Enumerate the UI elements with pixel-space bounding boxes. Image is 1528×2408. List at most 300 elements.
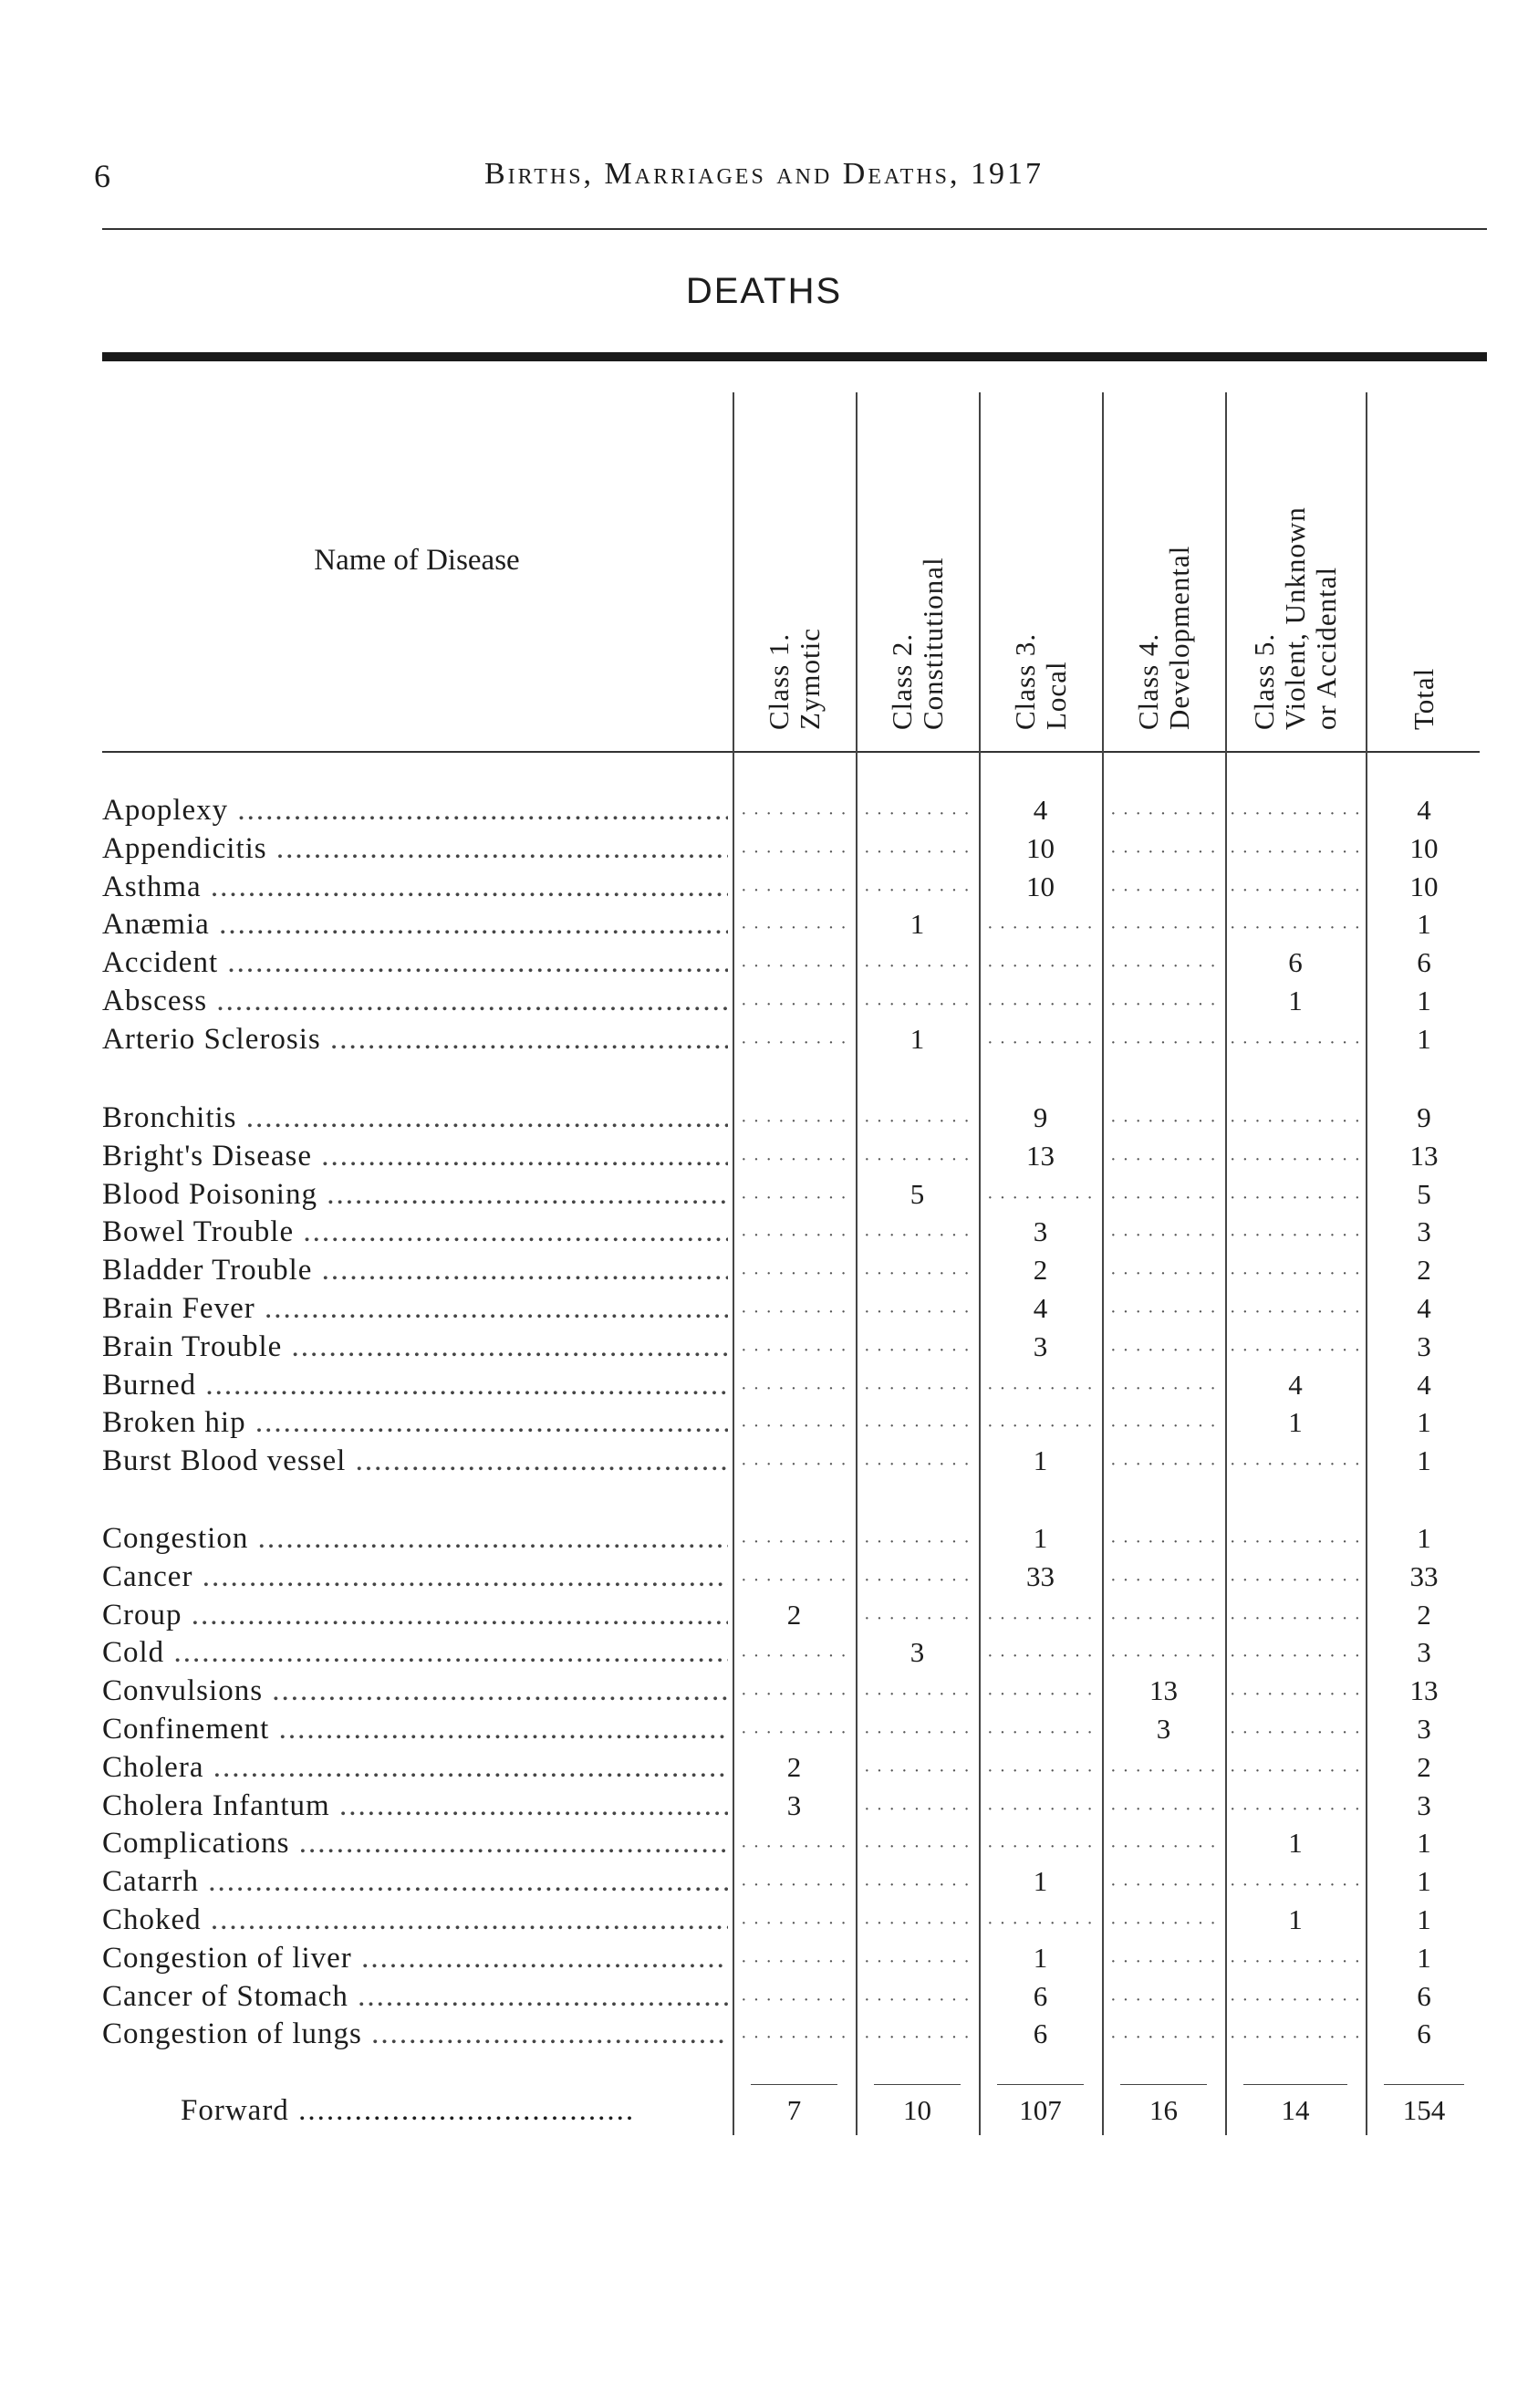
cell-c3 (982, 1175, 1098, 1214)
disease-name (102, 1558, 728, 1596)
cell-c5 (1229, 1175, 1362, 1214)
disease-name-text: Burned (102, 1368, 197, 1402)
cell-c1 (736, 791, 852, 829)
table-row (0, 1366, 1528, 1404)
disease-name-text: Congestion (102, 1522, 249, 1555)
cell-c5 (1229, 905, 1362, 943)
disease-name-text: Anæmia (102, 908, 210, 942)
cell-c5: 1 (1288, 985, 1303, 1016)
cell-c4 (1106, 1596, 1221, 1634)
disease-name-text: Complications (102, 1827, 290, 1861)
cell-c5: 1 (1288, 1406, 1303, 1439)
cell-c4 (1106, 1748, 1221, 1787)
cell-c4 (1106, 2015, 1221, 2053)
cell-c3: 1 (1033, 1444, 1048, 1477)
cell-total: 13 (1409, 1674, 1439, 1707)
cell-total: 4 (1417, 794, 1431, 826)
cell-c4 (1106, 1901, 1221, 1939)
column-header-line: Class 4. (1131, 632, 1164, 730)
cell-c2 (859, 982, 975, 1020)
cell-c5 (1229, 1020, 1362, 1058)
cell-total: 6 (1417, 946, 1431, 979)
column-header-text (1408, 668, 1440, 730)
cell-c2 (859, 1403, 975, 1442)
cell-c1 (736, 868, 852, 906)
forward-rule (1384, 2084, 1464, 2085)
cell-c4: 3 (1156, 1713, 1171, 1745)
disease-name-text: Accident (102, 946, 219, 980)
cell-c4 (1106, 829, 1221, 868)
cell-total: 1 (1417, 985, 1431, 1016)
disease-name-text: Bright's Disease (102, 1139, 313, 1173)
table-row (0, 829, 1528, 868)
cell-c3: 1 (1033, 1522, 1048, 1554)
cell-c4 (1106, 1020, 1221, 1058)
table-row (0, 2015, 1528, 2053)
cell-c4 (1106, 1519, 1221, 1558)
cell-c3 (982, 905, 1098, 943)
cell-total: 2 (1417, 1750, 1431, 1783)
disease-name-text: Blood Poisoning (102, 1177, 317, 1211)
column-header-text (1010, 633, 1072, 730)
disease-name-text: Cancer of Stomach (102, 1979, 348, 2013)
disease-name (102, 1901, 728, 1939)
cell-c5 (1229, 1099, 1362, 1137)
disease-name (102, 943, 728, 982)
cell-c2 (859, 1939, 975, 1977)
cell-c5 (1229, 1672, 1362, 1710)
cell-c3: 4 (1033, 794, 1048, 826)
cell-total: 33 (1409, 1559, 1439, 1592)
forward-c3: 107 (1019, 2094, 1062, 2126)
disease-name (102, 1328, 728, 1366)
disease-name-text: Congestion of liver (102, 1941, 352, 1975)
table-row (0, 1748, 1528, 1787)
cell-c3 (982, 1824, 1098, 1862)
cell-c5: 1 (1288, 1827, 1303, 1860)
table-row (0, 1020, 1528, 1058)
cell-c5 (1229, 1596, 1362, 1634)
disease-name (102, 1710, 728, 1748)
disease-name (102, 1596, 728, 1634)
cell-total: 2 (1417, 1254, 1431, 1287)
cell-c4: 13 (1149, 1674, 1178, 1707)
column-header-line: Zymotic (793, 627, 826, 730)
cell-total: 1 (1417, 1903, 1431, 1935)
cell-c1 (736, 1251, 852, 1289)
cell-c4 (1106, 1403, 1221, 1442)
cell-c3: 1 (1033, 1865, 1048, 1898)
table-row (0, 791, 1528, 829)
table-row (0, 1710, 1528, 1748)
cell-c5 (1229, 1710, 1362, 1748)
cell-c3: 3 (1033, 1215, 1048, 1248)
cell-c4 (1106, 868, 1221, 906)
cell-c5 (1229, 868, 1362, 906)
cell-c2 (859, 1328, 975, 1366)
cell-c4 (1106, 1289, 1221, 1328)
cell-c1 (736, 1633, 852, 1672)
table-row (0, 1558, 1528, 1596)
cell-c3 (982, 1020, 1098, 1058)
disease-name-text: Bronchitis (102, 1101, 237, 1134)
column-header-line: or Accidental (1310, 566, 1342, 730)
disease-name (102, 1519, 728, 1558)
cell-c4 (1106, 791, 1221, 829)
column-header-line: Class 3. (1008, 632, 1041, 730)
disease-name-text: Congestion of lungs (102, 2017, 362, 2051)
cell-c1 (736, 1519, 852, 1558)
forward-rule (874, 2084, 961, 2085)
disease-name (102, 1977, 728, 2016)
cell-c4 (1106, 1558, 1221, 1596)
cell-total: 3 (1417, 1713, 1431, 1745)
cell-c3 (982, 943, 1098, 982)
cell-c4 (1106, 1137, 1221, 1175)
cell-c1 (736, 1977, 852, 2016)
cell-total: 3 (1417, 1329, 1431, 1362)
disease-name-text: Cholera Infantum (102, 1788, 330, 1822)
cell-total: 4 (1417, 1292, 1431, 1324)
cell-c3 (982, 1748, 1098, 1787)
table-row (0, 982, 1528, 1020)
cell-c1 (736, 1672, 852, 1710)
cell-c1 (736, 905, 852, 943)
disease-name (102, 1403, 728, 1442)
name-column-header: Name of Disease (314, 544, 520, 577)
table-row (0, 1289, 1528, 1328)
table-row (0, 1403, 1528, 1442)
table-row (0, 1824, 1528, 1862)
cell-c1 (736, 1366, 852, 1404)
cell-c2 (859, 1596, 975, 1634)
table-row (0, 943, 1528, 982)
cell-total: 2 (1417, 1598, 1431, 1631)
column-header-line: Local (1039, 661, 1072, 730)
cell-c1 (736, 1137, 852, 1175)
cell-c2 (859, 1710, 975, 1748)
cell-total: 5 (1417, 1177, 1431, 1210)
disease-name (102, 905, 728, 943)
cell-c1 (736, 1099, 852, 1137)
header-divider (102, 751, 1480, 753)
header-rule (102, 228, 1487, 230)
cell-c2 (859, 1289, 975, 1328)
cell-c4 (1106, 1251, 1221, 1289)
cell-c1 (736, 1328, 852, 1366)
cell-c5: 4 (1288, 1368, 1303, 1401)
cell-c3 (982, 1901, 1098, 1939)
cell-c3: 10 (1026, 831, 1055, 864)
cell-c4 (1106, 943, 1221, 982)
cell-c3 (982, 1403, 1098, 1442)
cell-c1: 2 (786, 1750, 802, 1783)
cell-c1: 2 (786, 1598, 802, 1631)
table-row (0, 1787, 1528, 1825)
cell-c5 (1229, 1558, 1362, 1596)
disease-name (102, 868, 728, 906)
cell-c1 (736, 829, 852, 868)
disease-name (102, 1939, 728, 1977)
forward-label: Forward ..... (181, 2090, 635, 2132)
cell-c3: 10 (1026, 870, 1055, 902)
thick-rule (102, 352, 1487, 361)
table-row (0, 1213, 1528, 1251)
cell-c1 (736, 982, 852, 1020)
cell-total: 1 (1417, 1406, 1431, 1439)
cell-c3 (982, 1596, 1098, 1634)
disease-name-text: Appendicitis (102, 831, 267, 865)
disease-name-text: Catarrh (102, 1865, 199, 1899)
cell-c2 (859, 1672, 975, 1710)
table-row (0, 1251, 1528, 1289)
table-row (0, 1099, 1528, 1137)
disease-name (102, 1442, 728, 1480)
cell-c2 (859, 1977, 975, 2016)
cell-c4 (1106, 982, 1221, 1020)
disease-name-text: Cholera (102, 1750, 204, 1784)
cell-c4 (1106, 1442, 1221, 1480)
cell-c1 (736, 1403, 852, 1442)
cell-c3 (982, 1672, 1098, 1710)
cell-c3: 4 (1033, 1292, 1048, 1324)
cell-c2: 1 (910, 1022, 925, 1055)
cell-c1 (736, 1901, 852, 1939)
disease-name-text: Abscess (102, 985, 208, 1017)
cell-c5 (1229, 1977, 1362, 2016)
cell-c4 (1106, 1939, 1221, 1977)
cell-c2 (859, 1901, 975, 1939)
column-header-line: Constitutional (916, 557, 949, 730)
cell-total: 6 (1417, 1979, 1431, 2012)
disease-name (102, 829, 728, 868)
cell-c1 (736, 1558, 852, 1596)
table-row (0, 905, 1528, 943)
disease-name (102, 1633, 728, 1672)
forward-c1: 7 (786, 2094, 802, 2126)
cell-c5: 6 (1288, 946, 1303, 979)
table-row (0, 1862, 1528, 1901)
table-row (0, 1175, 1528, 1214)
running-title: Births, Marriages and Deaths, 1917 (483, 157, 1045, 191)
cell-c3 (982, 1366, 1098, 1404)
cell-c5 (1229, 1137, 1362, 1175)
cell-c5 (1229, 1289, 1362, 1328)
cell-c1 (736, 1710, 852, 1748)
disease-name (102, 1137, 728, 1175)
cell-total: 1 (1417, 908, 1431, 941)
table-row (0, 1442, 1528, 1480)
cell-c2 (859, 1748, 975, 1787)
column-header-text (1133, 546, 1195, 730)
cell-c5 (1229, 1328, 1362, 1366)
disease-name (102, 1787, 728, 1825)
table-row (0, 1977, 1528, 2016)
disease-name (102, 1366, 728, 1404)
cell-total: 10 (1409, 870, 1439, 902)
cell-c1 (736, 2015, 852, 2053)
cell-total: 1 (1417, 1444, 1431, 1477)
disease-name-text: Burst Blood vessel (102, 1444, 347, 1478)
cell-c1: 3 (786, 1788, 802, 1821)
cell-c1 (736, 1442, 852, 1480)
disease-name (102, 1672, 728, 1710)
cell-c3: 33 (1026, 1559, 1055, 1592)
disease-name (102, 1099, 728, 1137)
cell-c2 (859, 943, 975, 982)
cell-c2 (859, 829, 975, 868)
disease-name (102, 1748, 728, 1787)
table-row (0, 1901, 1528, 1939)
disease-name-text: Asthma (102, 870, 202, 903)
forward-rule (1120, 2084, 1207, 2085)
disease-name (102, 2015, 728, 2053)
cell-c3 (982, 982, 1098, 1020)
cell-total: 1 (1417, 1827, 1431, 1860)
cell-c1 (736, 1175, 852, 1214)
cell-c5 (1229, 1519, 1362, 1558)
cell-c2 (859, 1824, 975, 1862)
forward-row (0, 2090, 1528, 2132)
cell-c3: 2 (1033, 1254, 1048, 1287)
cell-total: 4 (1417, 1368, 1431, 1401)
cell-c2 (859, 1442, 975, 1480)
cell-total: 1 (1417, 1022, 1431, 1055)
forward-c4: 16 (1149, 2094, 1178, 2126)
cell-c1 (736, 1289, 852, 1328)
disease-name (102, 982, 728, 1020)
table-row (0, 1596, 1528, 1634)
cell-c1 (736, 1862, 852, 1901)
disease-name-text: Brain Trouble (102, 1329, 283, 1363)
cell-c5: 1 (1288, 1903, 1303, 1935)
disease-name-text: Choked (102, 1903, 202, 1936)
column-header-text (1249, 506, 1342, 730)
disease-name-text: Confinement (102, 1713, 270, 1746)
forward-c2: 10 (903, 2094, 931, 2126)
cell-c4 (1106, 1175, 1221, 1214)
cell-c5 (1229, 1213, 1362, 1251)
cell-total: 3 (1417, 1788, 1431, 1821)
cell-c2 (859, 1137, 975, 1175)
cell-c5 (1229, 2015, 1362, 2053)
column-header-line: Developmental (1162, 545, 1195, 730)
forward-total: 154 (1402, 2094, 1446, 2126)
cell-c3 (982, 1787, 1098, 1825)
cell-c2 (859, 2015, 975, 2053)
table-row (0, 1328, 1528, 1366)
cell-c5 (1229, 1748, 1362, 1787)
cell-c5 (1229, 1939, 1362, 1977)
cell-total: 1 (1417, 1941, 1431, 1974)
cell-c2: 3 (910, 1636, 925, 1669)
cell-c2 (859, 1099, 975, 1137)
cell-total: 10 (1409, 831, 1439, 864)
forward-rule (997, 2084, 1084, 2085)
cell-c4 (1106, 1862, 1221, 1901)
cell-c4 (1106, 1099, 1221, 1137)
cell-c5 (1229, 1633, 1362, 1672)
cell-c2 (859, 1366, 975, 1404)
table-row (0, 1519, 1528, 1558)
cell-c4 (1106, 1328, 1221, 1366)
cell-total: 9 (1417, 1101, 1431, 1133)
cell-c5 (1229, 1442, 1362, 1480)
disease-name-text: Convulsions (102, 1674, 264, 1708)
cell-c5 (1229, 1251, 1362, 1289)
cell-total: 6 (1417, 2017, 1431, 2050)
disease-name-text: Bladder Trouble (102, 1254, 313, 1287)
column-header-text (887, 557, 949, 730)
column-header-line: Total (1408, 667, 1440, 730)
cell-total: 3 (1417, 1636, 1431, 1669)
cell-c5 (1229, 791, 1362, 829)
cell-c4 (1106, 1366, 1221, 1404)
disease-name-text: Apoplexy (102, 794, 229, 827)
cell-c4 (1106, 1633, 1221, 1672)
disease-name (102, 1020, 728, 1058)
disease-name (102, 1824, 728, 1862)
disease-name-text: Broken hip (102, 1406, 246, 1440)
cell-c2 (859, 1519, 975, 1558)
disease-name (102, 1862, 728, 1901)
page-number: 6 (94, 158, 110, 194)
table-row (0, 1939, 1528, 1977)
cell-c4 (1106, 1824, 1221, 1862)
disease-name (102, 1213, 728, 1251)
disease-name (102, 1289, 728, 1328)
cell-c3: 13 (1026, 1139, 1055, 1172)
cell-c5 (1229, 829, 1362, 868)
column-header-text (764, 628, 826, 730)
cell-c4 (1106, 1213, 1221, 1251)
cell-c1 (736, 1020, 852, 1058)
cell-c5 (1229, 1787, 1362, 1825)
forward-rule (1243, 2084, 1347, 2085)
cell-total: 3 (1417, 1215, 1431, 1248)
cell-c2: 1 (910, 908, 925, 941)
cell-c3: 9 (1033, 1101, 1048, 1133)
cell-c2 (859, 1787, 975, 1825)
cell-c2 (859, 1558, 975, 1596)
table-row (0, 868, 1528, 906)
cell-c2 (859, 1213, 975, 1251)
disease-name-text: Brain Fever (102, 1292, 255, 1325)
disease-name-text: Cancer (102, 1559, 193, 1593)
disease-name-text: Arterio Sclerosis (102, 1022, 321, 1056)
column-header-line: Violent, Unknown (1279, 506, 1311, 730)
cell-c3: 6 (1033, 1979, 1048, 2012)
disease-name-text: Bowel Trouble (102, 1215, 295, 1249)
cell-total: 1 (1417, 1522, 1431, 1554)
section-title: DEATHS (685, 271, 843, 311)
forward-c5: 14 (1281, 2094, 1310, 2126)
cell-c3: 6 (1033, 2017, 1048, 2050)
cell-c2 (859, 791, 975, 829)
cell-total: 1 (1417, 1865, 1431, 1898)
disease-name (102, 791, 728, 829)
cell-c3: 3 (1033, 1329, 1048, 1362)
disease-name (102, 1175, 728, 1214)
cell-c1 (736, 943, 852, 982)
cell-c4 (1106, 1977, 1221, 2016)
cell-c2: 5 (910, 1177, 925, 1210)
disease-name-text: Croup (102, 1598, 182, 1631)
table-row (0, 1672, 1528, 1710)
cell-c3: 1 (1033, 1941, 1048, 1974)
column-header-line: Class 2. (885, 632, 918, 730)
cell-total: 13 (1409, 1139, 1439, 1172)
